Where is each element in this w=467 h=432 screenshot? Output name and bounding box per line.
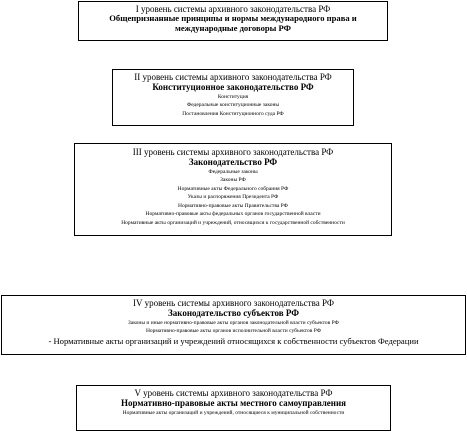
level-3-box bbox=[74, 143, 392, 236]
level-5-items bbox=[77, 409, 390, 418]
list-item: Нормативно-правовые акты органов исполнительной власти субъектов РФ bbox=[145, 328, 322, 335]
level-5-title: Нормативно-правовые акты местного самоуправления bbox=[120, 398, 347, 409]
list-item: Нормативные акты организаций и учреждений, относящиеся к муниципальной собственности bbox=[122, 409, 345, 416]
list-item: Федеральные конституционные законы bbox=[186, 102, 280, 109]
level-4-box bbox=[1, 295, 466, 355]
level-2-box bbox=[112, 69, 354, 126]
level-4-items bbox=[2, 319, 465, 347]
level-5-box bbox=[76, 385, 391, 431]
level-2-heading: II уровень системы архивного законодательства РФ bbox=[134, 72, 332, 82]
level-1-title: Общепризнанные принципы и нормы международного права и международные договоры РФ bbox=[109, 13, 357, 34]
list-item: Нормативные акты Федерального собрания РФ bbox=[177, 185, 289, 192]
level-5-heading: V уровень системы архивного законодательства РФ bbox=[134, 388, 333, 398]
level-1-heading: I уровень системы архивного законодательства РФ bbox=[135, 4, 331, 14]
list-item: Федеральные законы bbox=[208, 168, 258, 175]
level-1-box bbox=[78, 1, 388, 41]
level-4-title: Законодательство субъектов РФ bbox=[168, 308, 299, 319]
list-item: Конституция bbox=[217, 93, 249, 100]
level-3-title: Законодательство РФ bbox=[188, 157, 278, 168]
list-item: Постановления Конституционного суда РФ bbox=[182, 110, 284, 117]
level-2-title: Конституционное законодательство РФ bbox=[152, 82, 314, 93]
list-item: Нормативно-правовые акты федеральных органов государственной власти bbox=[145, 211, 321, 218]
level-4-heading: IV уровень системы архивного законодательства РФ bbox=[133, 298, 334, 308]
level-3-heading: III уровень системы архивного законодательства РФ bbox=[132, 147, 334, 157]
list-item: Законы РФ bbox=[220, 177, 246, 184]
list-item: Указы и распоряжения Президента РФ bbox=[187, 194, 279, 201]
level-3-items bbox=[75, 168, 391, 228]
list-item: - Нормативные акты организаций и учреждений относящихся к собственности субъектов Федерации bbox=[48, 335, 419, 346]
list-item: Законы и иные нормативно-правовые акты органов законодательной власти субъектов РФ bbox=[128, 319, 339, 326]
list-item: Нормативные акты организаций и учреждений, относящихся к государственной собственности bbox=[121, 219, 345, 226]
list-item: Нормативно-правовые акты Правительства РФ bbox=[178, 202, 288, 209]
level-2-items bbox=[113, 93, 353, 119]
